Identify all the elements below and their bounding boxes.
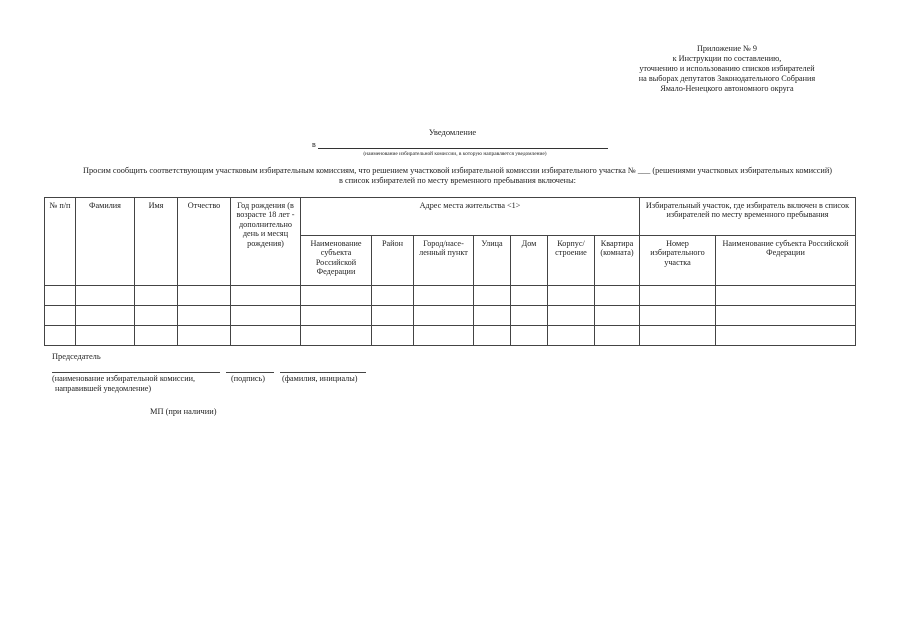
header-address-street: Улица: [474, 236, 511, 286]
table-cell[interactable]: [595, 286, 640, 306]
recipient-line: [312, 140, 608, 149]
appendix-line: уточнению и использованию списков избирателей: [639, 64, 815, 73]
table-cell[interactable]: [414, 326, 474, 346]
table-cell[interactable]: [474, 306, 511, 326]
recipient-field[interactable]: [318, 140, 608, 149]
header-patronymic: Отчество: [178, 198, 231, 286]
recipient-note: (наименование избирательной комиссии, в которую направляется уведомление): [363, 151, 547, 157]
table-cell[interactable]: [595, 306, 640, 326]
table-cell[interactable]: [511, 326, 548, 346]
header-precinct-number: Номер избирательного участка: [640, 236, 716, 286]
table-cell[interactable]: [76, 286, 135, 306]
table-cell[interactable]: [76, 306, 135, 326]
table-cell[interactable]: [595, 326, 640, 346]
commission-label: [52, 374, 195, 394]
voters-table: [44, 197, 856, 346]
table-cell[interactable]: [414, 306, 474, 326]
table-cell[interactable]: [178, 306, 231, 326]
table-cell[interactable]: [372, 326, 414, 346]
header-num: № п/п: [45, 198, 76, 286]
appendix-header: [597, 44, 857, 94]
table-cell[interactable]: [301, 286, 372, 306]
table-cell[interactable]: [548, 326, 595, 346]
table-cell[interactable]: [135, 306, 178, 326]
header-address-apartment: Квартира (комната): [595, 236, 640, 286]
table-cell[interactable]: [372, 286, 414, 306]
header-address-city: Город/насе- ленный пункт: [414, 236, 474, 286]
header-precinct-subject: Наименование субъекта Российской Федерации: [716, 236, 856, 286]
header-address-subject: Наименование субъекта Российской Федерации: [301, 236, 372, 286]
table-cell[interactable]: [511, 286, 548, 306]
header-precinct-group: Избирательный участок, где избиратель включен в список избирателей по месту временного пребывания: [640, 198, 856, 236]
appendix-line: Приложение № 9: [697, 44, 757, 53]
table-cell[interactable]: [45, 326, 76, 346]
header-address-group: Адрес места жительства <1>: [301, 198, 640, 236]
table-cell[interactable]: [178, 286, 231, 306]
table-cell[interactable]: [414, 286, 474, 306]
commission-label-line-2: направившей уведомление): [55, 384, 152, 393]
table-cell[interactable]: [231, 286, 301, 306]
header-address-building: Корпус/ строение: [548, 236, 595, 286]
table-cell[interactable]: [76, 326, 135, 346]
table-row: [45, 326, 856, 346]
table-row: [45, 286, 856, 306]
sign-signature-line[interactable]: [226, 371, 274, 373]
table-cell[interactable]: [135, 326, 178, 346]
header-surname: Фамилия: [76, 198, 135, 286]
table-cell[interactable]: [716, 286, 856, 306]
document-title: Уведомление: [428, 127, 477, 137]
table-cell[interactable]: [640, 306, 716, 326]
request-line-1: Просим сообщить соответствующим участковым избирательным комиссиям, что решением участковой избирательной комиссии избирательного участка № ___ (решениями участковых избирательных комиссий): [82, 166, 833, 175]
commission-label-line-1: (наименование избирательной комиссии,: [52, 374, 196, 383]
header-name: Имя: [135, 198, 178, 286]
table-cell[interactable]: [231, 306, 301, 326]
table-cell[interactable]: [45, 286, 76, 306]
appendix-line: на выборах депутатов Законодательного Собрания: [638, 74, 816, 83]
sign-label: (подпись): [231, 374, 265, 383]
header-birth-year: Год рождения (в возрасте 18 лет - дополнительно день и месяц рождения): [231, 198, 301, 286]
appendix-line: к Инструкции по составлению,: [672, 54, 782, 63]
commission-signature-line[interactable]: [52, 371, 220, 373]
table-cell[interactable]: [135, 286, 178, 306]
chair-label: Председатель: [52, 352, 101, 361]
stamp-label: МП (при наличии): [150, 407, 217, 416]
name-label: (фамилия, инициалы): [282, 374, 358, 383]
table-cell[interactable]: [178, 326, 231, 346]
table-cell[interactable]: [716, 326, 856, 346]
table-cell[interactable]: [640, 286, 716, 306]
request-line-2: в список избирателей по месту временного пребывания включены:: [339, 176, 576, 185]
table-cell[interactable]: [548, 286, 595, 306]
appendix-line: Ямало-Ненецкого автономного округа: [660, 84, 794, 93]
table-cell[interactable]: [301, 326, 372, 346]
request-paragraph: [40, 166, 875, 186]
table-cell[interactable]: [45, 306, 76, 326]
recipient-prefix: в: [312, 140, 316, 149]
table-cell[interactable]: [231, 326, 301, 346]
table-cell[interactable]: [474, 326, 511, 346]
table-cell[interactable]: [716, 306, 856, 326]
table-row: [45, 306, 856, 326]
table-cell[interactable]: [301, 306, 372, 326]
header-address-house: Дом: [511, 236, 548, 286]
table-cell[interactable]: [548, 306, 595, 326]
name-signature-line[interactable]: [280, 371, 366, 373]
table-cell[interactable]: [511, 306, 548, 326]
table-cell[interactable]: [474, 286, 511, 306]
table-cell[interactable]: [372, 306, 414, 326]
header-address-district: Район: [372, 236, 414, 286]
table-cell[interactable]: [640, 326, 716, 346]
